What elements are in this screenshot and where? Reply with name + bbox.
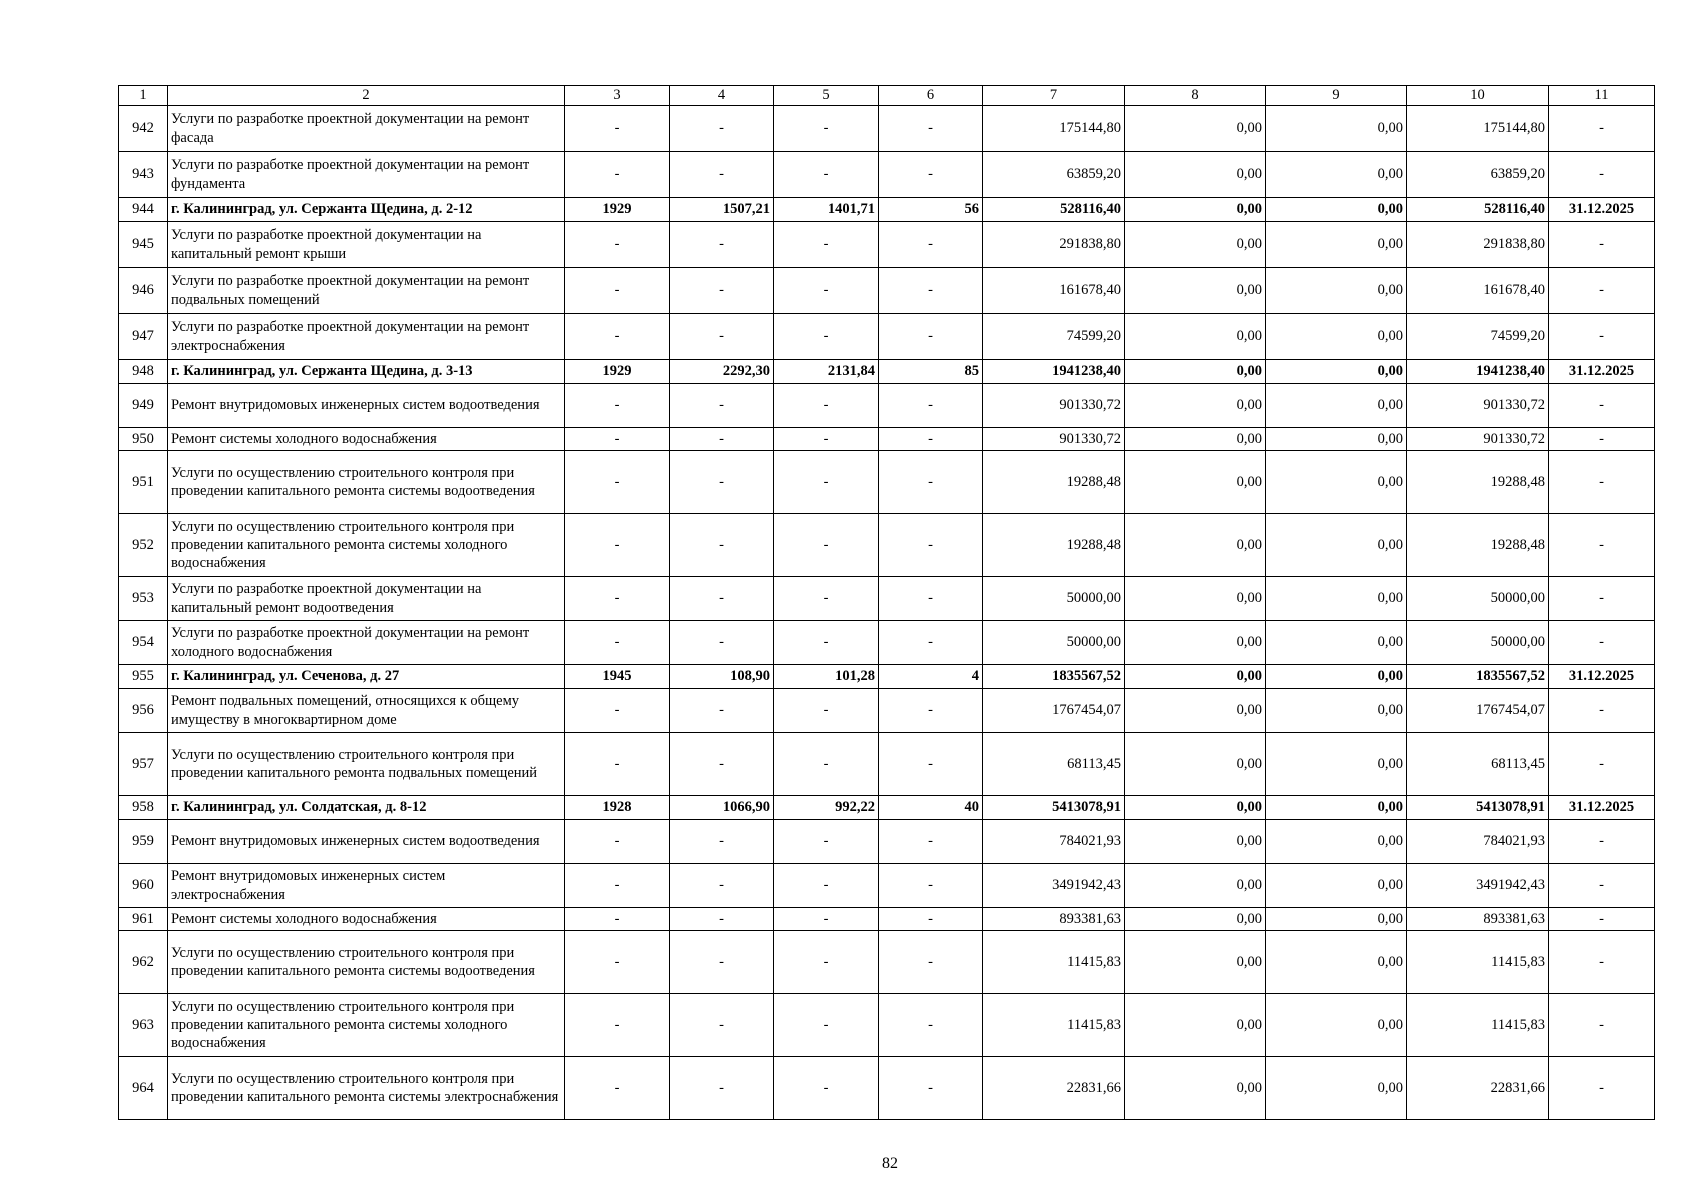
col3-value: - bbox=[565, 864, 670, 908]
col5-value: - bbox=[774, 451, 879, 514]
row-number: 953 bbox=[119, 577, 168, 621]
col10-value: 11415,83 bbox=[1407, 994, 1549, 1057]
col3-value: 1929 bbox=[565, 360, 670, 384]
col11-value: - bbox=[1549, 689, 1655, 733]
col11-value: 31.12.2025 bbox=[1549, 665, 1655, 689]
col8-value: 0,00 bbox=[1125, 689, 1266, 733]
item-name: Услуги по осуществлению строительного контроля при проведении капитального ремонта системы водоотведения bbox=[168, 451, 565, 514]
col10-value: 1835567,52 bbox=[1407, 665, 1549, 689]
col11-value: - bbox=[1549, 106, 1655, 152]
col10-value: 11415,83 bbox=[1407, 931, 1549, 994]
col9-value: 0,00 bbox=[1266, 428, 1407, 451]
table-row-work bbox=[119, 106, 1655, 152]
item-name: г. Калининград, ул. Сержанта Щедина, д. 2-12 bbox=[168, 198, 565, 222]
col9-value: 0,00 bbox=[1266, 665, 1407, 689]
col6-value: - bbox=[879, 222, 983, 268]
col11-value: - bbox=[1549, 268, 1655, 314]
col9-value: 0,00 bbox=[1266, 152, 1407, 198]
col3-value: - bbox=[565, 577, 670, 621]
table-row-work bbox=[119, 908, 1655, 931]
col6-value: - bbox=[879, 733, 983, 796]
col6-value: 56 bbox=[879, 198, 983, 222]
col4-value: - bbox=[670, 451, 774, 514]
col5-value: - bbox=[774, 621, 879, 665]
row-number: 949 bbox=[119, 384, 168, 428]
col10-value: 50000,00 bbox=[1407, 621, 1549, 665]
col8-value: 0,00 bbox=[1125, 621, 1266, 665]
col5-value: - bbox=[774, 864, 879, 908]
col3-value: - bbox=[565, 994, 670, 1057]
col4-value: - bbox=[670, 106, 774, 152]
col7-value: 11415,83 bbox=[983, 931, 1125, 994]
col11-value: 31.12.2025 bbox=[1549, 360, 1655, 384]
col7-value: 1835567,52 bbox=[983, 665, 1125, 689]
col9-value: 0,00 bbox=[1266, 733, 1407, 796]
col8-value: 0,00 bbox=[1125, 268, 1266, 314]
col9-value: 0,00 bbox=[1266, 314, 1407, 360]
col4-value: - bbox=[670, 931, 774, 994]
col7-value: 11415,83 bbox=[983, 994, 1125, 1057]
col11-value: - bbox=[1549, 314, 1655, 360]
table-row-work bbox=[119, 152, 1655, 198]
col7-value: 291838,80 bbox=[983, 222, 1125, 268]
col4-value: - bbox=[670, 820, 774, 864]
col7-value: 22831,66 bbox=[983, 1057, 1125, 1120]
item-name: Услуги по разработке проектной документации на ремонт холодного водоснабжения bbox=[168, 621, 565, 665]
row-number: 960 bbox=[119, 864, 168, 908]
col3-value: - bbox=[565, 733, 670, 796]
row-number: 944 bbox=[119, 198, 168, 222]
row-number: 958 bbox=[119, 796, 168, 820]
item-name: Услуги по разработке проектной документации на ремонт электроснабжения bbox=[168, 314, 565, 360]
row-number: 950 bbox=[119, 428, 168, 451]
item-name: г. Калининград, ул. Солдатская, д. 8-12 bbox=[168, 796, 565, 820]
col3-value: - bbox=[565, 820, 670, 864]
col9-value: 0,00 bbox=[1266, 268, 1407, 314]
col11-value: - bbox=[1549, 577, 1655, 621]
col10-value: 901330,72 bbox=[1407, 384, 1549, 428]
col4-value: 2292,30 bbox=[670, 360, 774, 384]
column-header: 8 bbox=[1125, 86, 1266, 106]
col4-value: - bbox=[670, 428, 774, 451]
row-number: 945 bbox=[119, 222, 168, 268]
col6-value: - bbox=[879, 820, 983, 864]
col11-value: - bbox=[1549, 931, 1655, 994]
col6-value: - bbox=[879, 514, 983, 577]
col7-value: 1767454,07 bbox=[983, 689, 1125, 733]
col3-value: - bbox=[565, 908, 670, 931]
table-row-work bbox=[119, 268, 1655, 314]
page-number: 82 bbox=[882, 1155, 898, 1172]
col10-value: 1767454,07 bbox=[1407, 689, 1549, 733]
row-number: 943 bbox=[119, 152, 168, 198]
col5-value: - bbox=[774, 314, 879, 360]
col7-value: 63859,20 bbox=[983, 152, 1125, 198]
col4-value: - bbox=[670, 864, 774, 908]
item-name: Ремонт системы холодного водоснабжения bbox=[168, 908, 565, 931]
table-body bbox=[119, 106, 1655, 1120]
row-number: 948 bbox=[119, 360, 168, 384]
table-row-house bbox=[119, 796, 1655, 820]
item-name: г. Калининград, ул. Сеченова, д. 27 bbox=[168, 665, 565, 689]
col5-value: - bbox=[774, 106, 879, 152]
col3-value: - bbox=[565, 106, 670, 152]
col11-value: - bbox=[1549, 152, 1655, 198]
col5-value: - bbox=[774, 1057, 879, 1120]
col7-value: 784021,93 bbox=[983, 820, 1125, 864]
row-number: 942 bbox=[119, 106, 168, 152]
row-number: 955 bbox=[119, 665, 168, 689]
item-name: Ремонт внутридомовых инженерных систем электроснабжения bbox=[168, 864, 565, 908]
col5-value: - bbox=[774, 820, 879, 864]
col9-value: 0,00 bbox=[1266, 360, 1407, 384]
col4-value: - bbox=[670, 689, 774, 733]
col11-value: - bbox=[1549, 222, 1655, 268]
row-number: 956 bbox=[119, 689, 168, 733]
item-name: Услуги по осуществлению строительного контроля при проведении капитального ремонта системы электроснабжения bbox=[168, 1057, 565, 1120]
col3-value: - bbox=[565, 621, 670, 665]
col10-value: 19288,48 bbox=[1407, 451, 1549, 514]
col4-value: - bbox=[670, 268, 774, 314]
col4-value: - bbox=[670, 733, 774, 796]
item-name: Услуги по разработке проектной документации на ремонт подвальных помещений bbox=[168, 268, 565, 314]
item-name: Услуги по разработке проектной документации на капитальный ремонт водоотведения bbox=[168, 577, 565, 621]
col10-value: 291838,80 bbox=[1407, 222, 1549, 268]
col7-value: 175144,80 bbox=[983, 106, 1125, 152]
table-row-work bbox=[119, 514, 1655, 577]
col4-value: 1066,90 bbox=[670, 796, 774, 820]
table-row-work bbox=[119, 621, 1655, 665]
item-name: Ремонт системы холодного водоснабжения bbox=[168, 428, 565, 451]
col5-value: - bbox=[774, 733, 879, 796]
col9-value: 0,00 bbox=[1266, 106, 1407, 152]
table-row-work bbox=[119, 428, 1655, 451]
row-number: 957 bbox=[119, 733, 168, 796]
item-name: Услуги по осуществлению строительного контроля при проведении капитального ремонта системы холодного водоснабжения bbox=[168, 514, 565, 577]
table-row-work bbox=[119, 577, 1655, 621]
col7-value: 74599,20 bbox=[983, 314, 1125, 360]
col10-value: 5413078,91 bbox=[1407, 796, 1549, 820]
item-name: г. Калининград, ул. Сержанта Щедина, д. 3-13 bbox=[168, 360, 565, 384]
col7-value: 901330,72 bbox=[983, 384, 1125, 428]
col6-value: - bbox=[879, 864, 983, 908]
col11-value: - bbox=[1549, 451, 1655, 514]
col7-value: 1941238,40 bbox=[983, 360, 1125, 384]
col8-value: 0,00 bbox=[1125, 106, 1266, 152]
item-name: Ремонт внутридомовых инженерных систем водоотведения bbox=[168, 384, 565, 428]
item-name: Услуги по осуществлению строительного контроля при проведении капитального ремонта подвальных помещений bbox=[168, 733, 565, 796]
col4-value: - bbox=[670, 314, 774, 360]
col7-value: 50000,00 bbox=[983, 577, 1125, 621]
table-row-work bbox=[119, 384, 1655, 428]
col5-value: 1401,71 bbox=[774, 198, 879, 222]
col3-value: - bbox=[565, 931, 670, 994]
table-row-house bbox=[119, 198, 1655, 222]
row-number: 954 bbox=[119, 621, 168, 665]
col7-value: 19288,48 bbox=[983, 451, 1125, 514]
col10-value: 19288,48 bbox=[1407, 514, 1549, 577]
col6-value: 40 bbox=[879, 796, 983, 820]
col6-value: 4 bbox=[879, 665, 983, 689]
col8-value: 0,00 bbox=[1125, 152, 1266, 198]
col7-value: 893381,63 bbox=[983, 908, 1125, 931]
col11-value: - bbox=[1549, 733, 1655, 796]
col11-value: - bbox=[1549, 621, 1655, 665]
col9-value: 0,00 bbox=[1266, 384, 1407, 428]
col8-value: 0,00 bbox=[1125, 820, 1266, 864]
col9-value: 0,00 bbox=[1266, 908, 1407, 931]
col9-value: 0,00 bbox=[1266, 820, 1407, 864]
col9-value: 0,00 bbox=[1266, 1057, 1407, 1120]
col10-value: 893381,63 bbox=[1407, 908, 1549, 931]
col6-value: - bbox=[879, 451, 983, 514]
row-number: 964 bbox=[119, 1057, 168, 1120]
col10-value: 3491942,43 bbox=[1407, 864, 1549, 908]
col3-value: 1929 bbox=[565, 198, 670, 222]
col3-value: 1928 bbox=[565, 796, 670, 820]
col9-value: 0,00 bbox=[1266, 198, 1407, 222]
item-name: Услуги по разработке проектной документации на капитальный ремонт крыши bbox=[168, 222, 565, 268]
item-name: Услуги по разработке проектной документации на ремонт фасада bbox=[168, 106, 565, 152]
col4-value: - bbox=[670, 384, 774, 428]
col10-value: 1941238,40 bbox=[1407, 360, 1549, 384]
col8-value: 0,00 bbox=[1125, 931, 1266, 994]
table-row-work bbox=[119, 1057, 1655, 1120]
item-name: Ремонт внутридомовых инженерных систем водоотведения bbox=[168, 820, 565, 864]
col8-value: 0,00 bbox=[1125, 994, 1266, 1057]
table-row-house bbox=[119, 360, 1655, 384]
table-row-work bbox=[119, 689, 1655, 733]
col11-value: 31.12.2025 bbox=[1549, 796, 1655, 820]
col6-value: - bbox=[879, 106, 983, 152]
col5-value: - bbox=[774, 268, 879, 314]
row-number: 946 bbox=[119, 268, 168, 314]
col7-value: 901330,72 bbox=[983, 428, 1125, 451]
col7-value: 161678,40 bbox=[983, 268, 1125, 314]
col6-value: - bbox=[879, 689, 983, 733]
col8-value: 0,00 bbox=[1125, 198, 1266, 222]
row-number: 961 bbox=[119, 908, 168, 931]
col8-value: 0,00 bbox=[1125, 222, 1266, 268]
col6-value: - bbox=[879, 384, 983, 428]
col8-value: 0,00 bbox=[1125, 428, 1266, 451]
item-name: Услуги по разработке проектной документации на ремонт фундамента bbox=[168, 152, 565, 198]
table-row-work bbox=[119, 733, 1655, 796]
table-row-work bbox=[119, 864, 1655, 908]
col9-value: 0,00 bbox=[1266, 621, 1407, 665]
col10-value: 901330,72 bbox=[1407, 428, 1549, 451]
col9-value: 0,00 bbox=[1266, 689, 1407, 733]
column-header: 11 bbox=[1549, 86, 1655, 106]
col7-value: 19288,48 bbox=[983, 514, 1125, 577]
table-row-work bbox=[119, 994, 1655, 1057]
column-header: 9 bbox=[1266, 86, 1407, 106]
col5-value: - bbox=[774, 908, 879, 931]
col8-value: 0,00 bbox=[1125, 1057, 1266, 1120]
col4-value: - bbox=[670, 908, 774, 931]
col6-value: - bbox=[879, 152, 983, 198]
col5-value: 992,22 bbox=[774, 796, 879, 820]
col6-value: - bbox=[879, 1057, 983, 1120]
col8-value: 0,00 bbox=[1125, 864, 1266, 908]
col7-value: 5413078,91 bbox=[983, 796, 1125, 820]
col5-value: - bbox=[774, 514, 879, 577]
column-header: 4 bbox=[670, 86, 774, 106]
col6-value: - bbox=[879, 621, 983, 665]
col6-value: - bbox=[879, 314, 983, 360]
table-row-house bbox=[119, 665, 1655, 689]
column-number-header-row bbox=[119, 86, 1655, 106]
col10-value: 68113,45 bbox=[1407, 733, 1549, 796]
col9-value: 0,00 bbox=[1266, 514, 1407, 577]
col11-value: - bbox=[1549, 1057, 1655, 1120]
col9-value: 0,00 bbox=[1266, 577, 1407, 621]
item-name: Услуги по осуществлению строительного контроля при проведении капитального ремонта системы водоотведения bbox=[168, 931, 565, 994]
col10-value: 63859,20 bbox=[1407, 152, 1549, 198]
col6-value: - bbox=[879, 994, 983, 1057]
col11-value: - bbox=[1549, 514, 1655, 577]
col8-value: 0,00 bbox=[1125, 733, 1266, 796]
col3-value: - bbox=[565, 689, 670, 733]
col11-value: 31.12.2025 bbox=[1549, 198, 1655, 222]
item-name: Услуги по осуществлению строительного контроля при проведении капитального ремонта системы холодного водоснабжения bbox=[168, 994, 565, 1057]
col4-value: - bbox=[670, 621, 774, 665]
table-row-work bbox=[119, 820, 1655, 864]
col4-value: - bbox=[670, 514, 774, 577]
col4-value: - bbox=[670, 577, 774, 621]
col9-value: 0,00 bbox=[1266, 994, 1407, 1057]
works-table bbox=[118, 85, 1655, 1120]
col5-value: 101,28 bbox=[774, 665, 879, 689]
col3-value: 1945 bbox=[565, 665, 670, 689]
col5-value: - bbox=[774, 384, 879, 428]
col7-value: 528116,40 bbox=[983, 198, 1125, 222]
col5-value: - bbox=[774, 428, 879, 451]
col7-value: 50000,00 bbox=[983, 621, 1125, 665]
col5-value: 2131,84 bbox=[774, 360, 879, 384]
col11-value: - bbox=[1549, 994, 1655, 1057]
col5-value: - bbox=[774, 689, 879, 733]
col5-value: - bbox=[774, 222, 879, 268]
col8-value: 0,00 bbox=[1125, 908, 1266, 931]
col6-value: - bbox=[879, 428, 983, 451]
col4-value: - bbox=[670, 222, 774, 268]
table-row-work bbox=[119, 931, 1655, 994]
col3-value: - bbox=[565, 514, 670, 577]
col8-value: 0,00 bbox=[1125, 384, 1266, 428]
col10-value: 50000,00 bbox=[1407, 577, 1549, 621]
col3-value: - bbox=[565, 268, 670, 314]
col8-value: 0,00 bbox=[1125, 360, 1266, 384]
col6-value: - bbox=[879, 268, 983, 314]
col3-value: - bbox=[565, 152, 670, 198]
col8-value: 0,00 bbox=[1125, 577, 1266, 621]
col6-value: 85 bbox=[879, 360, 983, 384]
col5-value: - bbox=[774, 152, 879, 198]
row-number: 959 bbox=[119, 820, 168, 864]
row-number: 962 bbox=[119, 931, 168, 994]
col10-value: 161678,40 bbox=[1407, 268, 1549, 314]
column-header: 1 bbox=[119, 86, 168, 106]
col8-value: 0,00 bbox=[1125, 451, 1266, 514]
col5-value: - bbox=[774, 577, 879, 621]
col9-value: 0,00 bbox=[1266, 796, 1407, 820]
col3-value: - bbox=[565, 384, 670, 428]
col8-value: 0,00 bbox=[1125, 665, 1266, 689]
col5-value: - bbox=[774, 931, 879, 994]
table-row-work bbox=[119, 451, 1655, 514]
col3-value: - bbox=[565, 314, 670, 360]
col4-value: 108,90 bbox=[670, 665, 774, 689]
col10-value: 74599,20 bbox=[1407, 314, 1549, 360]
col11-value: - bbox=[1549, 384, 1655, 428]
item-name: Ремонт подвальных помещений, относящихся к общему имуществу в многоквартирном доме bbox=[168, 689, 565, 733]
column-header: 10 bbox=[1407, 86, 1549, 106]
col3-value: - bbox=[565, 451, 670, 514]
col3-value: - bbox=[565, 1057, 670, 1120]
column-header: 7 bbox=[983, 86, 1125, 106]
row-number: 952 bbox=[119, 514, 168, 577]
col6-value: - bbox=[879, 908, 983, 931]
col11-value: - bbox=[1549, 864, 1655, 908]
col4-value: - bbox=[670, 1057, 774, 1120]
col7-value: 68113,45 bbox=[983, 733, 1125, 796]
row-number: 951 bbox=[119, 451, 168, 514]
col7-value: 3491942,43 bbox=[983, 864, 1125, 908]
col11-value: - bbox=[1549, 428, 1655, 451]
col9-value: 0,00 bbox=[1266, 931, 1407, 994]
col4-value: - bbox=[670, 994, 774, 1057]
col4-value: - bbox=[670, 152, 774, 198]
column-header: 6 bbox=[879, 86, 983, 106]
col9-value: 0,00 bbox=[1266, 451, 1407, 514]
col11-value: - bbox=[1549, 908, 1655, 931]
col3-value: - bbox=[565, 222, 670, 268]
col10-value: 784021,93 bbox=[1407, 820, 1549, 864]
col3-value: - bbox=[565, 428, 670, 451]
column-header: 2 bbox=[168, 86, 565, 106]
col11-value: - bbox=[1549, 820, 1655, 864]
col5-value: - bbox=[774, 994, 879, 1057]
table-row-work bbox=[119, 314, 1655, 360]
col9-value: 0,00 bbox=[1266, 864, 1407, 908]
row-number: 963 bbox=[119, 994, 168, 1057]
table-row-work bbox=[119, 222, 1655, 268]
col10-value: 22831,66 bbox=[1407, 1057, 1549, 1120]
col8-value: 0,00 bbox=[1125, 314, 1266, 360]
row-number: 947 bbox=[119, 314, 168, 360]
column-header: 3 bbox=[565, 86, 670, 106]
col6-value: - bbox=[879, 931, 983, 994]
col4-value: 1507,21 bbox=[670, 198, 774, 222]
col9-value: 0,00 bbox=[1266, 222, 1407, 268]
col10-value: 175144,80 bbox=[1407, 106, 1549, 152]
col8-value: 0,00 bbox=[1125, 514, 1266, 577]
col10-value: 528116,40 bbox=[1407, 198, 1549, 222]
column-header: 5 bbox=[774, 86, 879, 106]
col8-value: 0,00 bbox=[1125, 796, 1266, 820]
col6-value: - bbox=[879, 577, 983, 621]
